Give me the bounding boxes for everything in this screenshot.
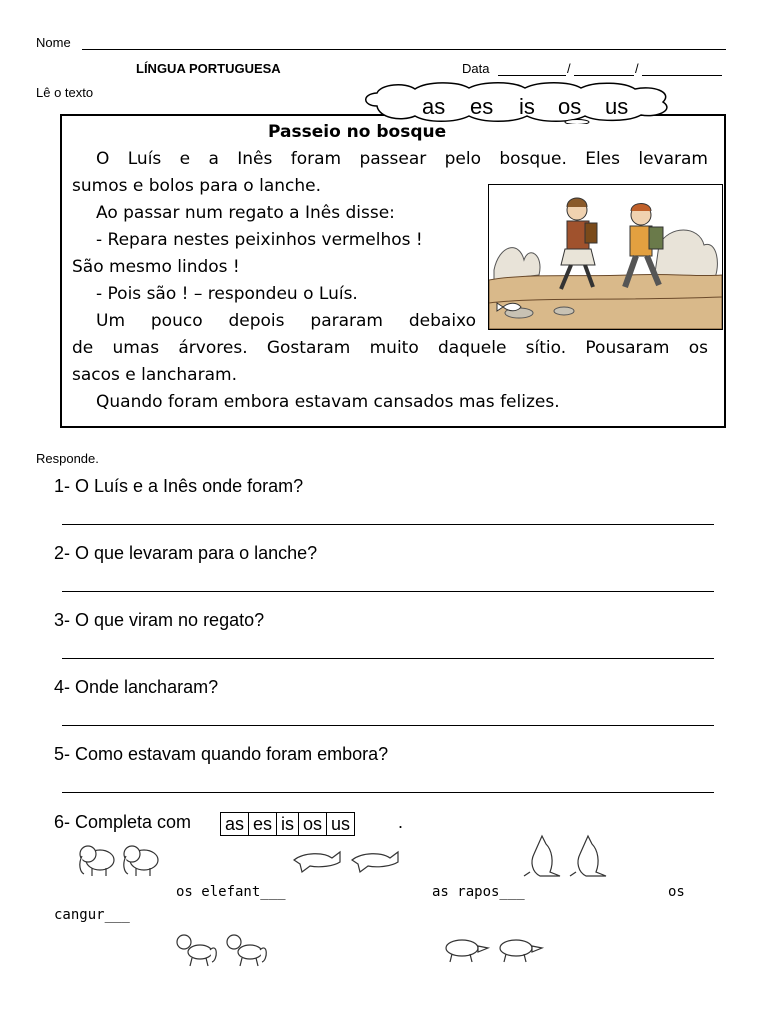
option-os: os <box>299 813 327 835</box>
boar-icons <box>440 934 552 966</box>
date-year-line[interactable] <box>642 75 722 76</box>
blank-elefant[interactable]: os elefant___ <box>176 884 286 900</box>
question-4: 4- Onde lancharam? <box>54 677 219 697</box>
story-title: Passeio no bosque <box>268 122 447 142</box>
cloud-syllable-us: us <box>605 94 629 119</box>
story-line-4: - Repara nestes peixinhos vermelhos ! <box>96 230 423 250</box>
story-line-7: Um pouco depois pararam debaixo <box>96 311 476 331</box>
exercise-6-label: 6- Completa com <box>54 812 192 832</box>
option-us: us <box>331 814 351 834</box>
cloud-syllable-as: as <box>422 94 446 119</box>
read-instruction: Lê o texto <box>36 85 94 100</box>
monkey-icons <box>174 932 274 970</box>
exercise-6-end: . <box>398 812 404 832</box>
date-slash-2: / <box>635 61 639 76</box>
answer-line-5[interactable] <box>62 792 714 793</box>
cloud-syllable-es: es <box>470 94 494 119</box>
story-line-5: São mesmo lindos ! <box>72 257 240 277</box>
name-label: Nome <box>36 35 71 50</box>
date-day-line[interactable] <box>498 75 566 76</box>
story-line-9: sacos e lancharam. <box>72 365 237 385</box>
story-line-8: de umas árvores. Gostaram muito daquele sítio. Pousaram os <box>72 338 708 358</box>
subject-title: LÍNGUA PORTUGUESA <box>136 61 281 76</box>
option-is: is <box>277 813 299 835</box>
answer-line-4[interactable] <box>62 725 714 726</box>
story-line-3: Ao passar num regato a Inês disse: <box>96 203 395 223</box>
elephant-icons <box>78 840 170 880</box>
blank-os-article: os <box>668 884 685 900</box>
syllable-options-box <box>220 812 355 836</box>
story-line-10: Quando foram embora estavam cansados mas felizes. <box>96 392 560 412</box>
question-3: 3- O que viram no regato? <box>54 610 265 630</box>
name-line[interactable] <box>82 49 726 50</box>
fox-icons <box>290 842 406 876</box>
cloud-shape <box>357 82 677 124</box>
story-line-1: O Luís e a Inês foram passear pelo bosque. Eles levaram <box>96 149 708 169</box>
answer-line-3[interactable] <box>62 658 714 659</box>
cloud-syllable-os: os <box>558 94 582 119</box>
children-walking-illustration <box>488 184 723 330</box>
kangaroo-icons <box>522 832 614 880</box>
answer-line-2[interactable] <box>62 591 714 592</box>
respond-instruction: Responde. <box>36 451 99 466</box>
blank-cangur[interactable]: cangur___ <box>54 907 130 923</box>
option-es: es <box>249 813 277 835</box>
date-slash-1: / <box>567 61 571 76</box>
date-label: Data <box>462 61 490 76</box>
question-5: 5- Como estavam quando foram embora? <box>54 744 389 764</box>
story-line-2: sumos e bolos para o lanche. <box>72 176 322 196</box>
blank-rapos[interactable]: as rapos___ <box>432 884 525 900</box>
question-2: 2- O que levaram para o lanche? <box>54 543 318 563</box>
cloud-syllable-is: is <box>519 94 535 119</box>
story-line-6: - Pois são ! – respondeu o Luís. <box>96 284 358 304</box>
option-as: as <box>221 813 249 835</box>
date-month-line[interactable] <box>574 75 634 76</box>
question-1: 1- O Luís e a Inês onde foram? <box>54 476 304 496</box>
answer-line-1[interactable] <box>62 524 714 525</box>
